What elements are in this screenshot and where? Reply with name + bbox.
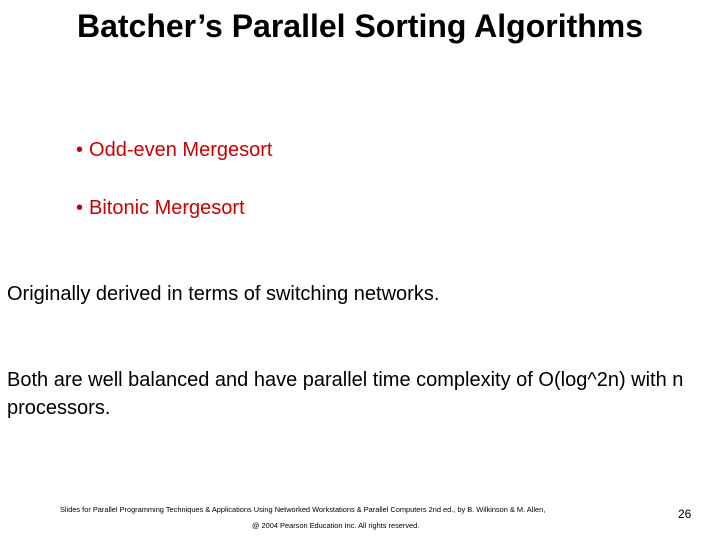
footer-credit: Slides for Parallel Programming Techniques & Applications Using Networked Workstations & Parallel Computers 2nd ed., by B. Wilkinson & M. Allen, <box>60 505 546 514</box>
paragraph-complexity: Both are well balanced and have parallel time complexity of O(log^2n) with n processors. <box>7 369 684 419</box>
footer-copyright: @ 2004 Pearson Education Inc. All rights reserved. <box>252 521 420 530</box>
bullet-list <box>76 136 272 222</box>
page-number: 26 <box>678 507 692 521</box>
bullet-text: Odd-even Mergesort <box>89 139 273 161</box>
paragraph-origin: Originally derived in terms of switching networks. <box>7 283 440 305</box>
bullet-item-odd-even <box>76 136 272 164</box>
slide-title: Batcher’s Parallel Sorting Algorithms <box>76 8 644 44</box>
bullet-item-bitonic <box>76 194 272 222</box>
bullet-marker: • <box>76 197 84 219</box>
bullet-text: Bitonic Mergesort <box>89 197 245 219</box>
bullet-marker: • <box>76 139 84 161</box>
